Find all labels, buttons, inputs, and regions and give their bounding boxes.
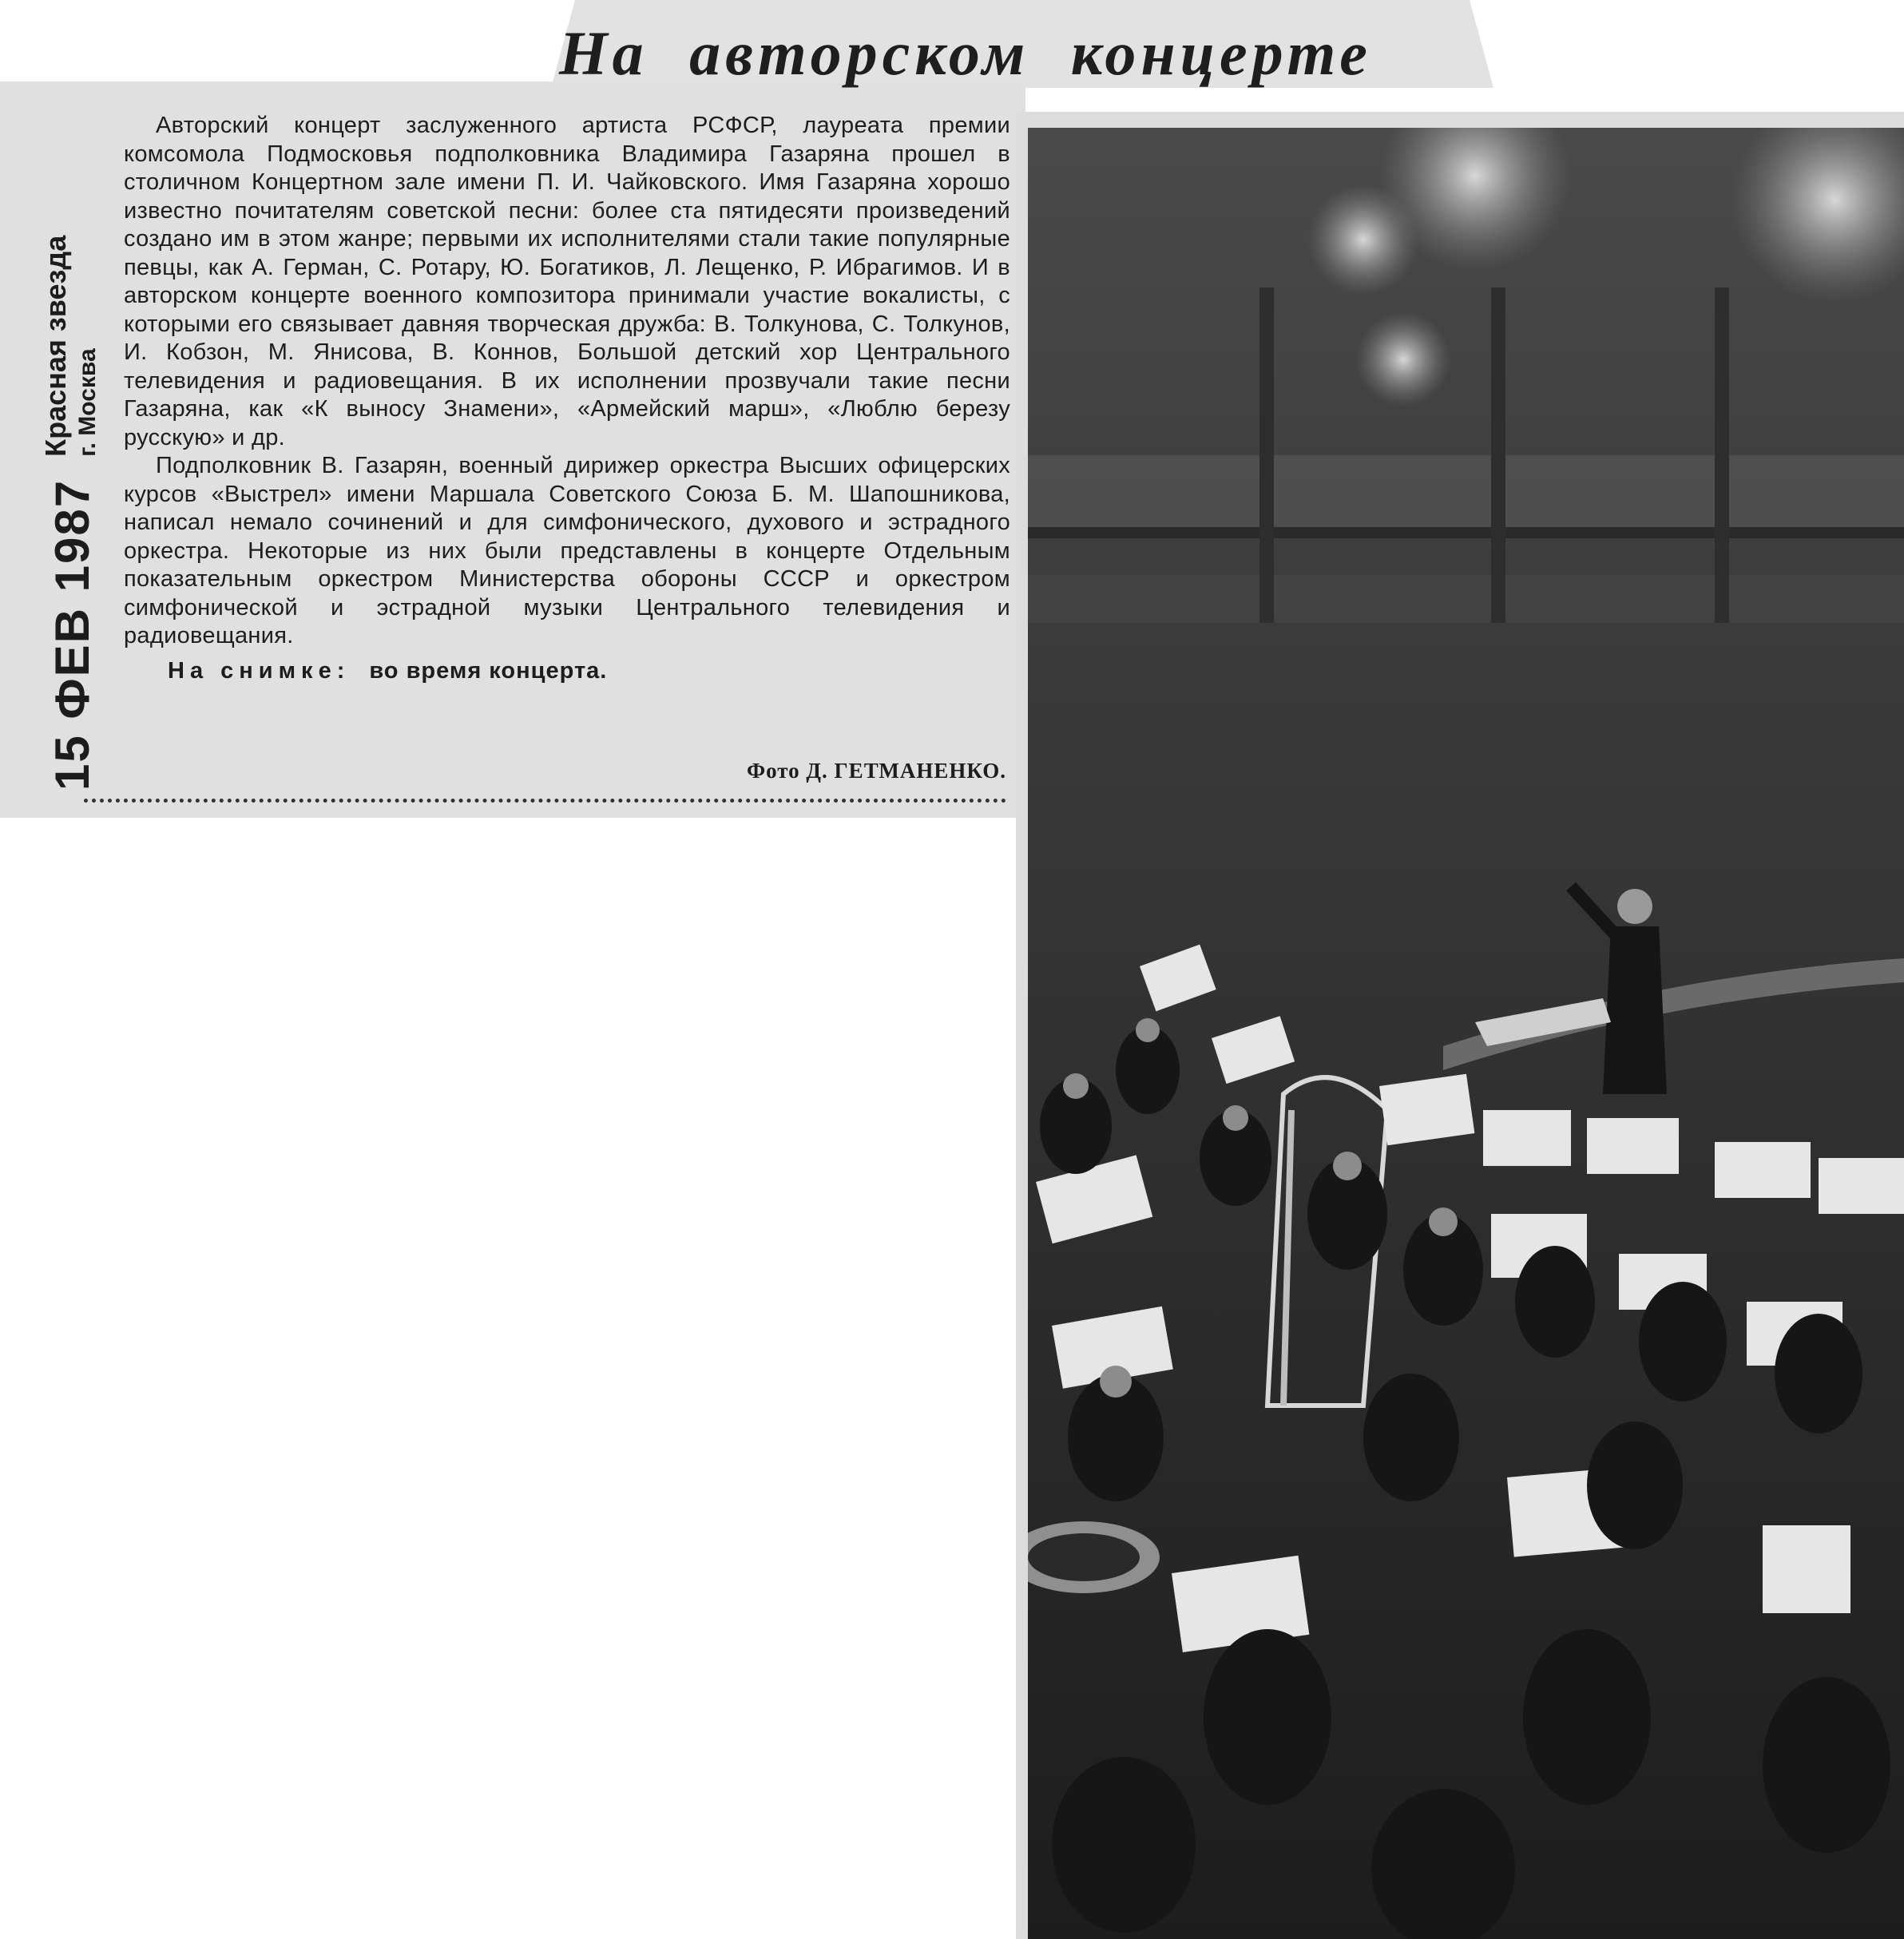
concert-photo	[1028, 128, 1904, 1939]
dotted-divider	[84, 799, 1006, 803]
photo-caption	[124, 657, 1010, 686]
headline: На авторском концерте	[559, 18, 1372, 88]
stamp-date: 15 ФЕВ 1987	[45, 478, 99, 791]
article-body	[124, 112, 1010, 685]
stamp-city: г. Москва	[74, 348, 101, 457]
stamp-newspaper: Красная звезда	[39, 235, 72, 457]
caption-label: На снимке:	[168, 657, 351, 684]
date-stamp	[39, 176, 101, 791]
article-paragraph-2: Подполковник В. Газарян, военный дирижер оркестра Высших офицерских курсов «Выстрел» имени Маршала Советского Союза Б. М. Шапошникова, написал немало сочинений и для симфонического, духового и эстрадного оркестра. Некоторые из них были представлены в концерте Отдельным показательным оркестром Министерства обороны СССР и оркестром симфонической и эстрадной музыки Центрального телевидения и радиовещания.	[124, 453, 1010, 648]
article-paragraph-1: Авторский концерт заслуженного артиста РСФСР, лауреата премии комсомола Подмосковья подполковника Владимира Газаряна прошел в столичном Концертном зале имени П. И. Чайковского. Имя Газаряна хорошо известно почитателям советской песни: более ста пятидесяти произведений создано им в этом жанре; первыми их исполнителями стали такие популярные певцы, как А. Герман, С. Ротару, Ю. Богатиков, Л. Лещенко, Р. Ибрагимов. И в авторском концерте военного композитора принимали участие вокалисты, с которыми его связывает давняя творческая дружба: В. Толкунова, С. Толкунов, И. Кобзон, М. Янисова, В. Коннов, Большой детский хор Центрального телевидения и радиовещания. В их исполнении прозвучали такие песни Газаряна, как «К выносу Знамени», «Армейский марш», «Люблю березу русскую» и др.	[124, 113, 1010, 450]
stamp-source	[40, 236, 104, 457]
photo-credit: Фото Д. ГЕТМАНЕНКО.	[746, 759, 1006, 783]
caption-text: во время концерта.	[369, 657, 608, 684]
